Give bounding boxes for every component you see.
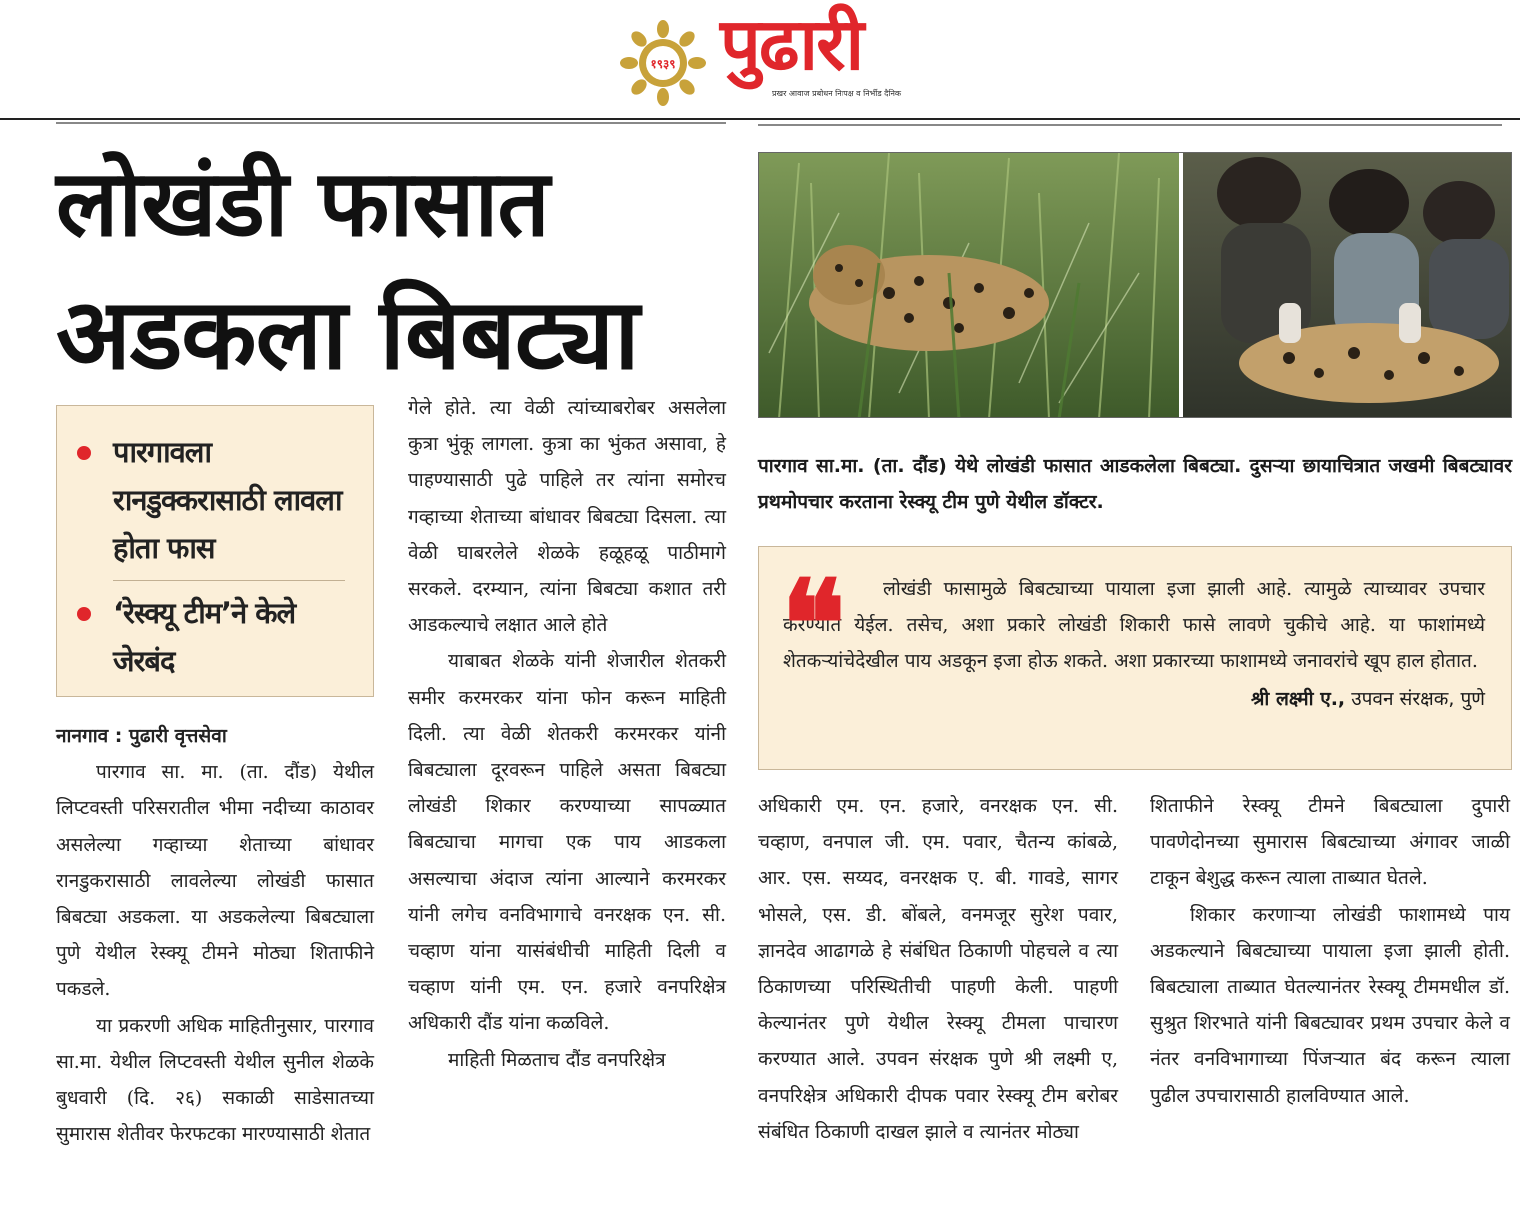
quote-author-name: श्री लक्ष्मी ए.,: [1250, 688, 1346, 710]
bullet-icon: [77, 607, 91, 621]
highlight-item: [77, 428, 355, 572]
paragraph: पारगाव सा. मा. (ता. दौंड) येथील लिप्टवस्ती परिसरातील भीमा नदीच्या काठावर असलेल्या गव्हाच्या शेताच्या बांधावर रानडुकरासाठी लावलेल्या लोखंडी फासात बिबट्या अडकला. या अडकलेल्या बिबट्याला पुणे येथील रेस्क्यू टीमने मोठ्या शिताफीने पकडले.: [56, 761, 374, 1001]
article-column-3: [758, 788, 1118, 1150]
quote-author-title: उपवन संरक्षक, पुणे: [1351, 688, 1485, 710]
leopard-in-field-panel: [759, 153, 1179, 418]
paragraph: गेले होते. त्या वेळी त्यांच्याबरोबर असलेला कुत्रा भुंकू लागला. कुत्रा का भुंकत असावा, हे पाहण्यासाठी पुढे पाहिले तर त्यांना समोरच गव्हाच्या शेताच्या बांधावर बिबट्या दिसला. त्या वेळी घाबरलेले शेळके हळूहळू पाठीमागे सरकले. दरम्यान, त्यांना बिबट्या कशात तरी आडकल्याचे लक्षात आले होते: [408, 397, 726, 637]
rescue-team-panel: [1183, 153, 1512, 418]
article-column-4: [1150, 788, 1510, 1114]
paragraph: माहिती मिळताच दौंड वनपरिक्षेत्र: [448, 1048, 666, 1071]
left-section-rule: [56, 122, 726, 124]
leopard-photo-illustration: [759, 153, 1512, 418]
brand-name: पुढारी: [720, 2, 863, 86]
paragraph: अधिकारी एम. एन. हजारे, वनरक्षक एन. सी. चव्हाण, वनपाल जी. एम. पवार, चैतन्य कांबळे, आर. एस. सय्यद, वनरक्षक ए. बी. गावडे, सागर भोसले, एस. डी. बोंबले, वनमजूर सुरेश पवार, ज्ञानदेव आढागळे हे संबंधित ठिकाणी पोहचले व त्या ठिकाणच्या परिस्थितीची पाहणी केली. पाहणी केल्यानंतर पुणे येथील रेस्क्यू टीमला पाचारण करण्यात आले. उपवन संरक्षक पुणे श्री लक्ष्मी ए, वनपरिक्षेत्र अधिकारी दीपक पवार रेस्क्यू टीम बरोबर संबंधित ठिकाणी दाखल झाले व त्यानंतर मोठ्या: [758, 795, 1118, 1143]
quote-author: [783, 681, 1485, 717]
svg-text:१९३९: १९३९: [650, 57, 676, 71]
highlight-divider: [113, 580, 345, 581]
right-section-rule: [758, 124, 1502, 126]
headline-line-2: अडकला बिबट्या: [56, 278, 639, 392]
paragraph: शिकार करणाऱ्या लोखंडी फाशामध्ये पाय अडकल्याने बिबट्याच्या पायाला इजा झाली होती. बिबट्याला ताब्यात घेतल्यानंतर रेस्क्यू टीममधील डॉ. सुश्रुत शिरभाते यांनी बिबट्यावर प्रथम उपचार केले व नंतर वनविभागाच्या पिंजऱ्यात बंद करून त्याला पुढील उपचारासाठी हालविण्यात आले.: [1150, 903, 1510, 1107]
highlight-text: पारगावला रानडुक्करासाठी लावला होता फास: [113, 435, 342, 565]
article-column-1: [56, 718, 374, 1152]
article-column-2: [408, 390, 726, 1078]
bullet-icon: [77, 446, 91, 460]
brand-tagline: प्रखर आवाज प्रबोधन निःपक्ष व निर्भीड दैनिक: [772, 89, 902, 98]
headline-line-1: लोखंडी फासात: [56, 150, 549, 257]
paragraph: याबाबत शेळके यांनी शेजारील शेतकरी समीर करमरकर यांना फोन करून माहिती दिली. त्या वेळी शेतकरी करमरकर यांनी बिबट्याला दूरवरून पाहिले असता बिबट्या लोखंडी शिकार करण्याच्या सापळ्यात बिबट्याचा मागचा एक पाय आडकला असल्याचा अंदाज त्यांना आल्याने करमरकर यांनी लगेच वनविभागाचे वनरक्षक एन. सी. चव्हाण यांना यासंबंधीची माहिती दिली व चव्हाण यांनी एम. एन. हजारे वनपरिक्षेत्र अधिकारी दौंड यांना कळविले.: [408, 650, 726, 1035]
quote-text: लोखंडी फासामुळे बिबट्याच्या पायाला इजा झाली आहे. त्यामुळे त्याच्यावर उपचार करण्यात येईल. तसेच, अशा प्रकारे लोखंडी शिकारी फासे लावणे चुकीचे आहे. या फाशांमध्ये शेतकऱ्यांचेदेखील पाय अडकून इजा होऊ शकते. अशा प्रकारच्या फाशामध्ये जनावरांचे खूप हाल होतात.: [783, 578, 1485, 672]
news-photo[interactable]: [758, 152, 1512, 418]
quote-box: [758, 546, 1512, 770]
dateline: नानगाव : पुढारी वृत्तसेवा: [56, 725, 227, 747]
quote-mark-icon: ❝: [781, 554, 846, 695]
highlight-text: ‘रेस्क्यू टीम’ने केले जेरबंद: [113, 596, 296, 678]
paragraph: शिताफीने रेस्क्यू टीमने बिबट्याला दुपारी पावणेदोनच्या सुमारास बिबट्याच्या अंगावर जाळी टाकून बेशुद्ध करून त्याला ताब्यात घेतले.: [1150, 795, 1510, 890]
sun-emblem-icon: [620, 20, 706, 106]
newspaper-logo[interactable]: [620, 2, 910, 106]
highlights-box: [56, 405, 374, 697]
paragraph: या प्रकरणी अधिक माहितीनुसार, पारगाव सा.मा. येथील लिप्टवस्ती येथील सुनील शेळके बुधवारी (दि. २६) सकाळी साडेसातच्या सुमारास शेतीवर फेरफटका मारण्यासाठी शेतात: [56, 1014, 374, 1146]
photo-caption: पारगाव सा.मा. (ता. दौंड) येथे लोखंडी फासात आडकलेला बिबट्या. दुसऱ्या छायाचित्रात जखमी बिबट्यावर प्रथमोपचार करताना रेस्क्यू टीम पुणे येथील डॉक्टर.: [758, 455, 1512, 513]
highlight-item: [77, 589, 355, 685]
masthead-rule: [0, 118, 1520, 120]
masthead: [0, 0, 1520, 120]
